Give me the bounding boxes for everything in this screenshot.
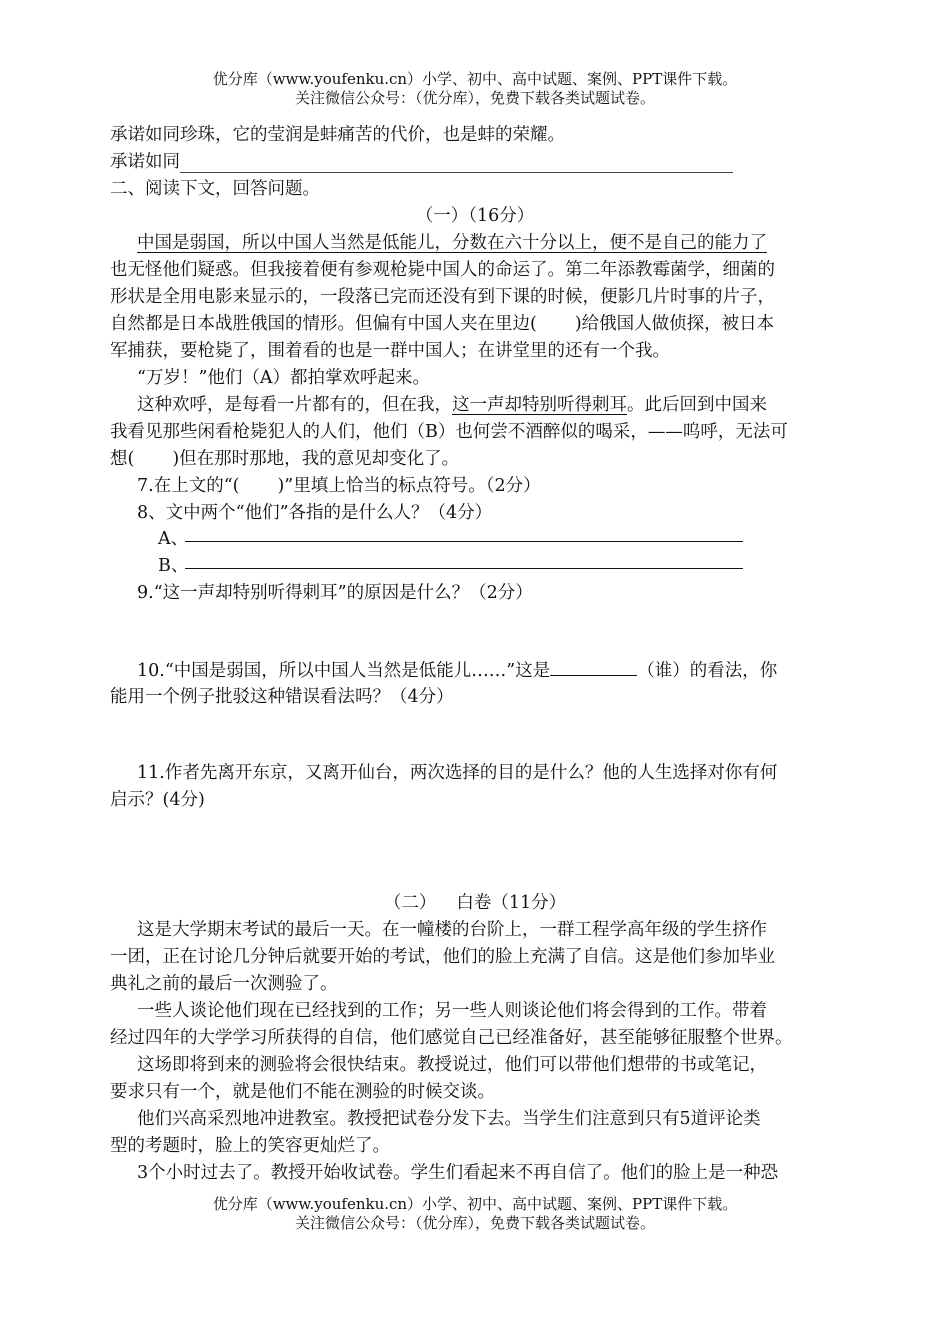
- question-10: [137, 657, 855, 685]
- passage-2-line: 经过四年的大学学习所获得的自信，他们感觉自己已经准备好，甚至能够征服整个世界。: [110, 1028, 793, 1048]
- passage-2-line: 要求只有一个，就是他们不能在测验的时候交谈。: [110, 1082, 495, 1102]
- example-sentence: 承诺如同珍珠，它的莹润是蚌痛苦的代价，也是蚌的荣耀。: [110, 125, 565, 145]
- part-1-title: （一）（16分）: [415, 206, 535, 226]
- page-footer: [0, 1195, 950, 1233]
- question-11-line-2: 启示？(4分): [110, 790, 205, 810]
- question-text: 10.“中国是弱国，所以中国人当然是低能儿……”这是: [137, 661, 551, 681]
- underlined-sentence: 中国是弱国，所以中国人当然是低能儿，分数在六十分以上，便不是自己的能力了: [137, 233, 767, 253]
- passage-1-line: “万岁！”他们（A）都拍掌欢呼起来。: [137, 368, 431, 388]
- passage-2-line: 一些人谈论他们现在已经找到的工作；另一些人则谈论他们将会得到的工作。带着: [137, 1001, 767, 1021]
- part-2-title: [0, 890, 950, 917]
- passage-text: 想(: [110, 449, 135, 469]
- question-text: )”里填上恰当的标点符号。（2分）: [277, 476, 541, 496]
- answer-line-a[interactable]: [185, 541, 743, 542]
- passage-2-line: 这场即将到来的测验将会很快结束。教授说过，他们可以带他们想带的书或笔记，: [137, 1055, 767, 1075]
- question-text: （谁）的看法，你: [637, 661, 778, 681]
- answer-line-b[interactable]: [185, 568, 743, 569]
- section-2-title: 二、阅读下文，回答问题。: [110, 179, 320, 199]
- passage-1-line: 形状是全用电影来显示的，一段落已完而还没有到下课的时候，便影几片时事的片子，: [110, 287, 775, 307]
- footer-line-2: 关注微信公众号：（优分库），免费下载各类试题试卷。: [294, 1214, 655, 1232]
- question-7: [137, 473, 855, 500]
- passage-text: )给俄国人做侦探，被日本: [574, 314, 775, 334]
- passage-text: 。此后回到中国来: [627, 395, 767, 415]
- page-header: [0, 70, 950, 108]
- passage-1-line: [110, 311, 855, 338]
- part-2-number: （二）: [383, 893, 437, 913]
- imitation-prompt-label: 承诺如同: [110, 152, 180, 172]
- passage-2-line: 型的考题时，脸上的笑容更灿烂了。: [110, 1136, 390, 1156]
- question-text: 7.在上文的“(: [137, 476, 240, 496]
- answer-blank[interactable]: [550, 657, 637, 676]
- passage-2-line: 3个小时过去了。教授开始收试卷。学生们看起来不再自信了。他们的脸上是一种恐: [137, 1163, 779, 1183]
- question-9: 9.“这一声却特别听得刺耳”的原因是什么？（2分）: [137, 583, 533, 603]
- passage-1-line: [137, 230, 855, 257]
- header-line-2: 关注微信公众号：（优分库），免费下载各类试题试卷。: [294, 89, 655, 107]
- footer-line-1: 优分库（www.youfenku.cn）小学、初中、高中试题、案例、PPT课件下载。: [212, 1195, 738, 1213]
- passage-1-line: 我看见那些闲看枪毙犯人的人们，他们（B）也何尝不酒醉似的喝采，——呜呼，无法可: [110, 422, 788, 442]
- passage-text: 自然都是日本战胜俄国的情形。但偏有中国人夹在里边(: [110, 314, 537, 334]
- part-2-heading: 白卷（11分）: [456, 893, 567, 913]
- passage-text: )但在那时那地，我的意见却变化了。: [172, 449, 460, 469]
- passage-1-line: 军捕获，要枪毙了，围着看的也是一群中国人；在讲堂里的还有一个我。: [110, 341, 670, 361]
- answer-label-b: B、: [158, 556, 189, 576]
- question-11: 11.作者先离开东京，又离开仙台，两次选择的目的是什么？他的人生选择对你有何: [137, 763, 778, 783]
- underlined-phrase: 这一声却特别听得刺耳: [452, 395, 627, 415]
- passage-1-line: 也无怪他们疑惑。但我接着便有参观枪毙中国人的命运了。第二年添教霉菌学，细菌的: [110, 260, 775, 280]
- passage-1-line: [110, 446, 855, 473]
- passage-2-line: 他们兴高采烈地冲进教室。教授把试卷分发下去。当学生们注意到只有5道评论类: [137, 1109, 761, 1129]
- question-10-line-2: 能用一个例子批驳这种错误看法吗？（4分）: [110, 687, 454, 707]
- question-8: 8、文中两个“他们”各指的是什么人？（4分）: [137, 503, 493, 523]
- imitation-answer-line[interactable]: [180, 172, 733, 173]
- passage-2-line: 一团，正在讨论几分钟后就要开始的考试，他们的脸上充满了自信。这是他们参加毕业: [110, 947, 775, 967]
- passage-2-line: 这是大学期末考试的最后一天。在一幢楼的台阶上，一群工程学高年级的学生挤作: [137, 920, 767, 940]
- answer-label-a: A、: [158, 529, 189, 549]
- passage-1-line: [137, 392, 855, 419]
- passage-2-line: 典礼之前的最后一次测验了。: [110, 974, 338, 994]
- header-line-1: 优分库（www.youfenku.cn）小学、初中、高中试题、案例、PPT课件下载。: [212, 70, 738, 88]
- passage-text: 这种欢呼，是每看一片都有的，但在我，: [137, 395, 452, 415]
